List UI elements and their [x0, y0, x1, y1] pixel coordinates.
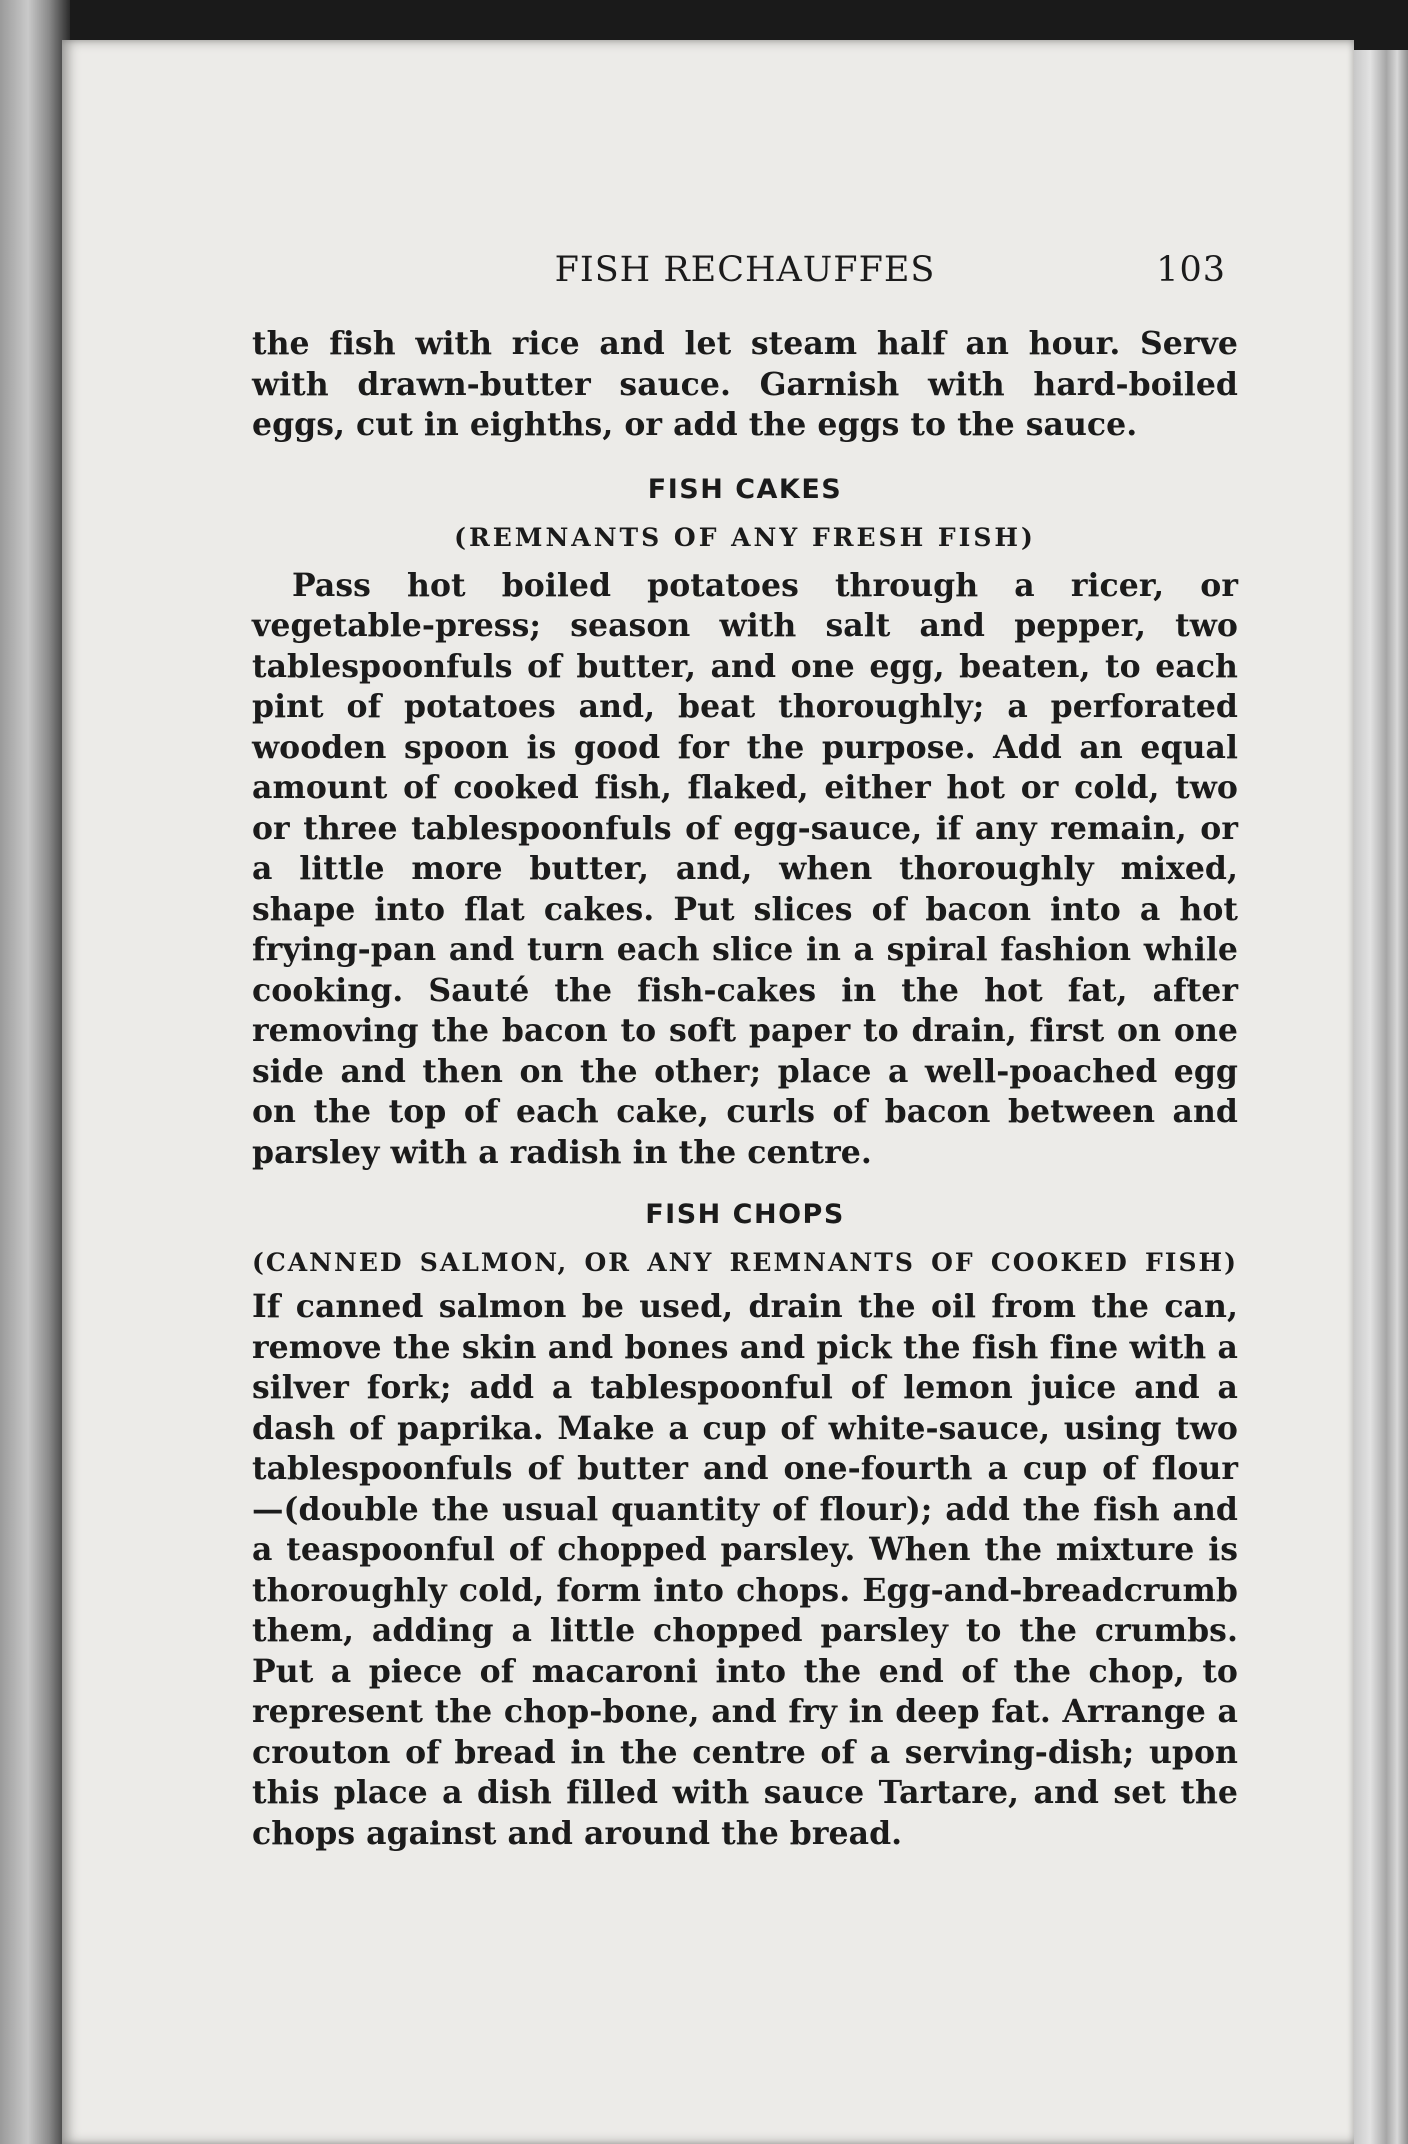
scan-edge-left: [0, 0, 70, 2144]
section-title-fish-cakes: FISH CAKES: [647, 473, 843, 505]
running-title: FISH RECHAUFFES: [554, 250, 936, 290]
book-page: [62, 40, 1354, 2144]
fish-cakes-recipe: Pass hot boiled potatoes through a ricer, or vegetable-press; season with salt and pepper, two tablespoonfuls of butter, and one egg, beaten, to each pint of potatoes and, beat thoroughly; a perforated wooden spoon is good for the purpose. Add an equal amount of cooked fish, flaked, either hot or cold, two or three tablespoonfuls of egg-sauce, if any remain, or a little more butter, and, when thoroughly mixed, shape into flat cakes. Put slices of bacon into a hot frying-pan and turn each slice in a spiral fashion while cooking. Sauté the fish-cakes in the hot fat, after removing the bacon to soft paper to drain, first on one side and then on the other; place a well-poached egg on the top of each cake, curls of bacon between and parsley with a radish in the centre.: [252, 566, 1238, 1171]
continuation-paragraph: the fish with rice and let steam half an hour. Serve with drawn-butter sauce. Garnish with hard-boiled eggs, cut in eighths, or add the eggs to the sauce.: [252, 325, 1238, 443]
running-head: [252, 250, 1238, 302]
scan-edge-right: [1354, 50, 1408, 2144]
section-subtitle-fish-cakes: (REMNANTS OF ANY FRESH FISH): [454, 522, 1036, 552]
section-title-fish-chops: FISH CHOPS: [645, 1199, 845, 1230]
fish-chops-recipe: If canned salmon be used, drain the oil from the can, remove the skin and bones and pick the fish fine with a silver fork; add a tablespoonful of lemon juice and a dash of paprika. Make a cup of white-sauce, using two tablespoonfuls of butter and one-fourth a cup of flour—(double the usual quantity of flour); add the fish and a teaspoonful of chopped parsley. When the mixture is thoroughly cold, form into chops. Egg-and-breadcrumb them, adding a little chopped parsley to the crumbs. Put a piece of macaroni into the end of the chop, to represent the chop-bone, and fry in deep fat. Arrange a crouton of bread in the centre of a serving-dish; upon this place a dish filled with sauce Tartare, and set the chops against and around the bread.: [252, 1288, 1238, 1852]
text-block: [252, 250, 1238, 1854]
page-number: 103: [1156, 250, 1226, 290]
section-subtitle-fish-chops: (CANNED SALMON, OR ANY REMNANTS OF COOKED FISH): [252, 1248, 1238, 1277]
